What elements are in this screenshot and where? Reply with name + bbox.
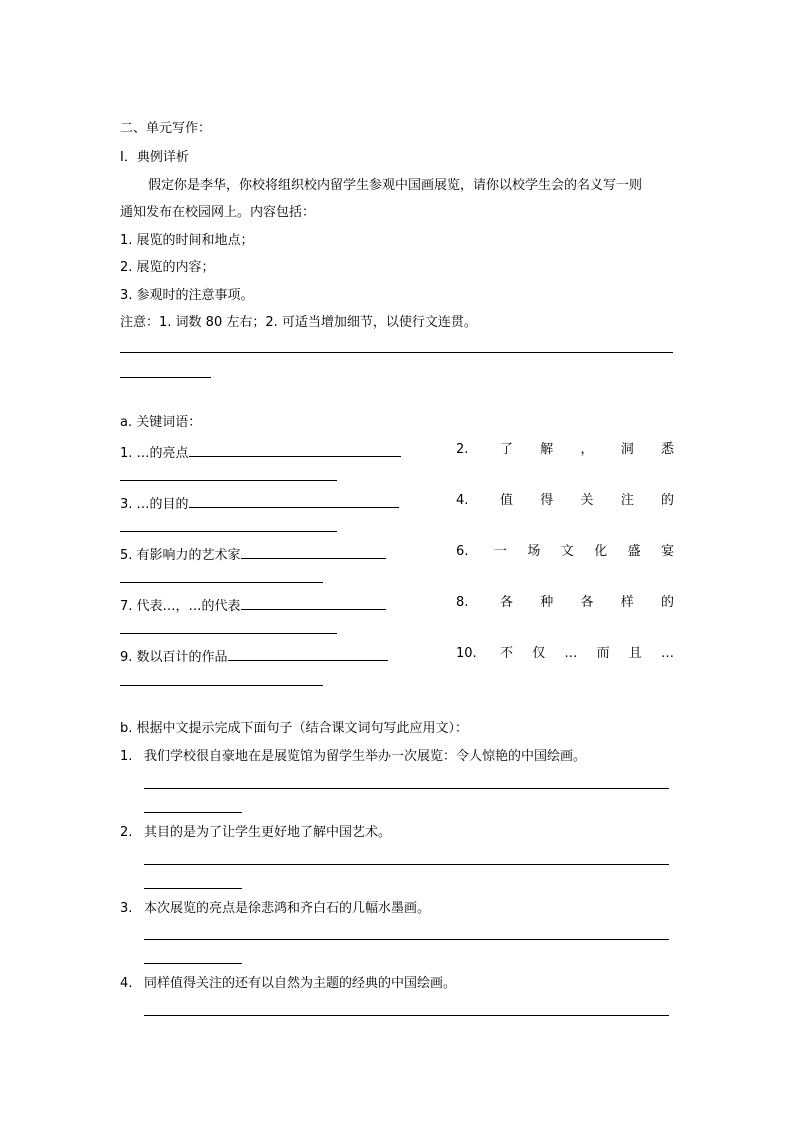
- sentence-text-4: 同样值得关注的还有以自然为主题的经典的中国绘画。: [144, 976, 457, 991]
- keyword-char: 洞: [620, 442, 634, 457]
- keyword-char: 值: [500, 493, 514, 508]
- keyword-item-3: [120, 493, 399, 513]
- answer-line[interactable]: [144, 888, 242, 889]
- keyword-blank[interactable]: [241, 544, 386, 559]
- keyword-blank[interactable]: [120, 480, 337, 481]
- keyword-blank[interactable]: [120, 633, 337, 634]
- keyword-item-8: [500, 595, 674, 611]
- keyword-blank[interactable]: [120, 582, 323, 583]
- keyword-item-1: [120, 442, 401, 462]
- keyword-num-4: 4.: [456, 493, 469, 508]
- keyword-item-2: [500, 442, 674, 458]
- answer-line[interactable]: [144, 963, 242, 964]
- keyword-char: 仅: [532, 646, 546, 661]
- keyword-char: 种: [540, 595, 554, 610]
- keyword-char: 不: [500, 646, 514, 661]
- keyword-char: ，: [580, 442, 594, 457]
- keyword-blank[interactable]: [120, 685, 323, 686]
- keyword-item-7: [120, 595, 386, 615]
- keyword-blank[interactable]: [120, 531, 337, 532]
- prompt-item-1: 1. 展览的时间和地点；: [120, 233, 254, 248]
- keyword-char: 各: [580, 595, 594, 610]
- prompt-note: 注意：1. 词数 80 左右；2. 可适当增加细节，以使行文连贯。: [120, 315, 477, 330]
- keyword-char: 的: [660, 595, 674, 610]
- sentence-num-1: 1.: [120, 749, 133, 764]
- keyword-label: 5. 有影响力的艺术家: [120, 548, 241, 563]
- keyword-label: 9. 数以百计的作品: [120, 650, 228, 665]
- keyword-item-4: [500, 493, 674, 509]
- prompt-item-2: 2. 展览的内容；: [120, 260, 215, 275]
- sentence-text-1: 我们学校很自豪地在是展览馆为留学生举办一次展览：令人惊艳的中国绘画。: [144, 749, 587, 764]
- keyword-char: 悉: [660, 442, 674, 457]
- answer-line[interactable]: [144, 939, 669, 940]
- keyword-num-2: 2.: [456, 442, 469, 457]
- answer-line[interactable]: [144, 1015, 669, 1016]
- answer-line[interactable]: [120, 377, 211, 378]
- sentence-text-2: 其目的是为了让学生更好地了解中国艺术。: [144, 825, 392, 840]
- answer-line[interactable]: [144, 788, 669, 789]
- keyword-item-10: [500, 646, 674, 662]
- keyword-item-5: [120, 544, 386, 564]
- keyword-char: 文: [560, 544, 574, 559]
- sentence-num-4: 4.: [120, 976, 133, 991]
- keyword-label: 1. …的亮点: [120, 446, 189, 461]
- keyword-char: 解: [540, 442, 554, 457]
- keyword-num-8: 8.: [456, 595, 469, 610]
- prompt-line-1: 假定你是李华，你校将组织校内留学生参观中国画展览，请你以校学生会的名义写一则: [148, 178, 643, 193]
- prompt-item-3: 3. 参观时的注意事项。: [120, 288, 254, 303]
- keyword-char: 且: [628, 646, 642, 661]
- keyword-char: 得: [540, 493, 554, 508]
- keyword-char: …: [564, 646, 578, 661]
- sentence-text-3: 本次展览的亮点是徐悲鸿和齐白石的几幅水墨画。: [144, 901, 431, 916]
- keyword-item-6: [494, 544, 674, 560]
- keyword-char: 场: [527, 544, 541, 559]
- keyword-char: 盛: [627, 544, 641, 559]
- keyword-char: 宴: [660, 544, 674, 559]
- prompt-line-2: 通知发布在校园网上。内容包括：: [120, 205, 316, 220]
- sentence-num-2: 2.: [120, 825, 133, 840]
- answer-line[interactable]: [144, 864, 669, 865]
- keyword-label: 7. 代表…，…的代表: [120, 599, 241, 614]
- keyword-char: 而: [596, 646, 610, 661]
- answer-line[interactable]: [120, 352, 673, 353]
- keyword-char: 样: [620, 595, 634, 610]
- keyword-num-10: 10.: [456, 646, 477, 661]
- keyword-item-9: [120, 646, 388, 666]
- keyword-char: …: [661, 646, 674, 661]
- keyword-char: 的: [660, 493, 674, 508]
- keyword-char: 注: [620, 493, 634, 508]
- keyword-char: 一: [494, 544, 508, 559]
- keyword-blank[interactable]: [189, 442, 401, 457]
- keywords-title: a. 关键词语：: [120, 415, 202, 430]
- keyword-blank[interactable]: [228, 646, 388, 661]
- keyword-char: 各: [500, 595, 514, 610]
- sentence-num-3: 3.: [120, 901, 133, 916]
- keyword-char: 了: [500, 442, 514, 457]
- keyword-blank[interactable]: [189, 493, 399, 508]
- answer-line[interactable]: [144, 812, 242, 813]
- part-title: I．典例详析: [120, 150, 189, 165]
- keyword-char: 化: [594, 544, 608, 559]
- keyword-label: 3. …的目的: [120, 497, 189, 512]
- keyword-char: 关: [580, 493, 594, 508]
- sentences-title: b. 根据中文提示完成下面句子（结合课文词句写此应用文）：: [120, 721, 469, 736]
- keyword-blank[interactable]: [241, 595, 386, 610]
- section-title: 二、单元写作：: [120, 121, 212, 136]
- keyword-num-6: 6.: [456, 544, 469, 559]
